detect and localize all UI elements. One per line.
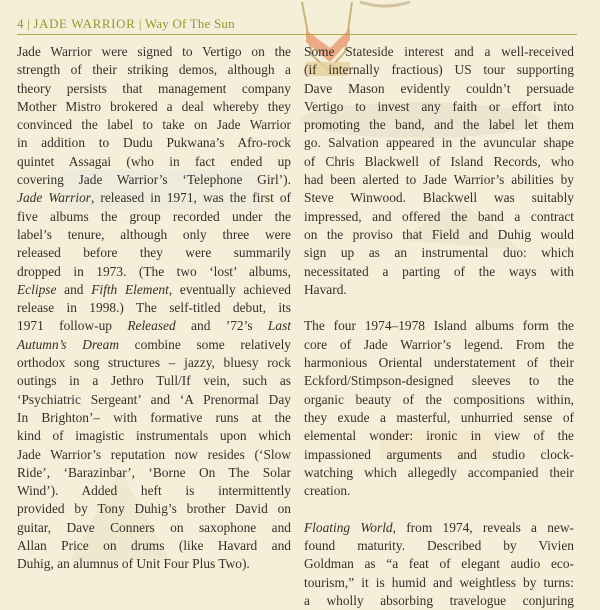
text-segment: provided by Tony Duhig’s brother David on (17, 501, 291, 517)
text-line (304, 391, 574, 409)
text-line (304, 336, 574, 354)
text-segment: , released in 1971, was the first of (91, 190, 291, 206)
text-line (304, 555, 574, 573)
text-segment: ‘Psychiatric Sergeant’ and ‘A Prenormal Day (17, 391, 291, 407)
text-line (304, 482, 574, 500)
text-segment: Jade Warrior were signed to Vertigo on the (17, 44, 291, 59)
paragraph (304, 317, 574, 500)
text-segment: Allan Price on drums (like Havard and (17, 538, 291, 554)
text-segment: on the proviso that Field and Duhig would (304, 226, 574, 242)
text-line (304, 116, 574, 134)
italic-title: Released (127, 318, 176, 334)
text-segment: release in 1998.) The self-titled debut, its (17, 300, 291, 316)
text-segment: go. Salvation appeared in the avuncular shape (304, 135, 574, 151)
text-segment: Havard. (304, 281, 347, 297)
italic-title: Autumn’s Dream (17, 336, 119, 352)
text-line (17, 226, 291, 244)
text-line (304, 281, 574, 299)
text-segment: , eventually achieved (168, 281, 291, 297)
text-line (17, 391, 291, 409)
text-line (304, 409, 574, 427)
text-segment: of Chris Blackwell of Island Records, who (304, 153, 574, 169)
text-line (304, 226, 574, 244)
text-line (17, 98, 291, 116)
album-title: Way Of The Sun (144, 16, 235, 31)
text-line (304, 134, 574, 152)
left-column (17, 43, 291, 574)
header-separator: | (138, 16, 142, 31)
text-line (304, 537, 574, 555)
text-segment: The four 1974–1978 Island albums form the (304, 318, 574, 334)
text-segment: convinced the label to take on Jade Warrior (17, 117, 291, 133)
text-segment: and ’72’s (175, 318, 268, 334)
text-line (17, 446, 291, 464)
text-segment: Ride’, ‘Barazinbar’, ‘Borne On The Solar (17, 464, 291, 480)
text-segment: Vertigo to invest any faith or effort into (304, 98, 574, 114)
text-segment: they exude a masterful, unhurried sense of (304, 409, 574, 425)
text-segment: kind of imagistic instrumentals upon which (17, 428, 291, 444)
text-segment: label’s tenure, although only three were (17, 226, 291, 242)
text-line (17, 409, 291, 427)
text-segment: in addition to Dudu Pukwana’s Afro-rock (17, 135, 291, 151)
text-line (304, 208, 574, 226)
text-line (17, 116, 291, 134)
text-segment: (if internally fractious) US tour supporting (304, 62, 574, 78)
text-line (304, 464, 574, 482)
text-line (304, 43, 574, 61)
text-line (17, 61, 291, 79)
text-line (17, 519, 291, 537)
text-line (17, 299, 291, 317)
text-line (17, 500, 291, 518)
text-line (17, 537, 291, 555)
text-segment: core of Jade Warrior’s legend. From the (304, 336, 574, 352)
header-separator: | (27, 16, 30, 31)
paragraph (17, 43, 291, 574)
text-segment: , from 1974, reveals a new- (392, 519, 575, 535)
paragraph-gap (304, 500, 574, 518)
text-segment: Jade Warrior’s reputation now resides (‘Slow (17, 446, 291, 462)
text-line (17, 189, 291, 207)
text-line (304, 372, 574, 390)
band-name: JADE WARRIOR (33, 16, 136, 31)
text-line (17, 317, 291, 335)
header-rule (17, 34, 577, 35)
text-line (17, 80, 291, 98)
text-segment: five albums the group recorded under the (17, 208, 291, 224)
text-segment: found maturity. Described by Vivien (304, 538, 574, 554)
text-line (17, 171, 291, 189)
text-line (304, 153, 574, 171)
text-segment: Wind’). Added heft is intermittently (17, 483, 291, 499)
text-segment: 1971 follow-up (17, 318, 128, 334)
text-segment: combine some relatively (118, 336, 291, 352)
text-line (304, 519, 574, 537)
text-segment: strength of their striking demos, although a (17, 62, 291, 78)
text-segment: In Brighton’– with formative runs at the (17, 409, 291, 425)
text-line (304, 171, 574, 189)
text-segment: sign up as an instrumental duo: which (304, 245, 574, 261)
running-header (17, 16, 235, 32)
text-line (17, 244, 291, 262)
text-segment: Goldman as “a feat of elegant audio eco- (304, 556, 574, 572)
text-line (304, 446, 574, 464)
text-line (304, 61, 574, 79)
text-segment: Duhig, an alumnus of Unit Four Plus Two). (17, 556, 250, 572)
text-segment: Eckford/Stimpson-designed sleeves to the (304, 373, 574, 389)
text-segment: outings in a Jethro Tull/If vein, such as (17, 373, 291, 389)
italic-title: Jade Warrior (17, 190, 91, 206)
text-line (17, 43, 291, 61)
text-line (304, 244, 574, 262)
text-line (17, 263, 291, 281)
text-segment: creation. (304, 483, 351, 499)
text-segment: organic beauty of the compositions within, (304, 391, 574, 407)
text-segment: watching which allegedly accompanied their (304, 464, 574, 480)
page-number: 4 (17, 16, 24, 31)
text-segment: and (56, 281, 92, 297)
text-segment: elemental wonder: ironic in view of the (304, 428, 574, 444)
text-line (17, 134, 291, 152)
text-segment: quintet Assagai (who in fact ended up (17, 153, 291, 169)
text-segment: Mother Mistro brokered a deal whereby they (17, 98, 291, 114)
text-line (17, 372, 291, 390)
text-segment: orthodox song structures – jazzy, bluesy rock (17, 355, 291, 371)
text-line (304, 427, 574, 445)
text-segment: Steve Winwood. Blackwell was suitably (304, 190, 574, 206)
text-line (17, 555, 291, 573)
italic-title: Eclipse (17, 281, 57, 297)
text-line (17, 208, 291, 226)
text-segment: dropped in 1973. (The two ‘lost’ albums, (17, 263, 291, 279)
text-line (304, 574, 574, 592)
text-line (304, 98, 574, 116)
paragraph (304, 43, 574, 299)
text-line (304, 592, 574, 610)
text-line (17, 281, 291, 299)
italic-title: Fifth Element (91, 281, 169, 297)
italic-title: Last (267, 318, 291, 334)
text-line (304, 263, 574, 281)
text-line (304, 354, 574, 372)
text-segment: impressed, and offered the band a contract (304, 208, 574, 224)
text-segment: Some Stateside interest and a well-received (304, 44, 574, 59)
text-line (17, 354, 291, 372)
text-segment: guitar, Dave Conners on saxophone and (17, 519, 291, 535)
text-segment: necessitated a parting of the ways with (304, 263, 574, 279)
text-line (17, 464, 291, 482)
text-segment: covering Jade Warrior’s ‘Telephone Girl’). (17, 172, 291, 188)
text-segment: promoting the band, and the label let them (304, 117, 574, 133)
text-line (17, 336, 291, 354)
text-line (17, 482, 291, 500)
text-segment: impassioned arguments and studio clock- (304, 446, 574, 462)
text-line (304, 80, 574, 98)
text-segment: harmonious Oriental understatement of their (304, 355, 574, 371)
text-segment: tourism,” it is humid and weightless by turns: (304, 574, 574, 590)
text-line (304, 189, 574, 207)
text-line (304, 317, 574, 335)
text-segment: released before they were summarily (17, 245, 291, 261)
paragraph-gap (304, 299, 574, 317)
right-column (304, 43, 574, 610)
text-segment: a wholly absorbing travelogue conjuring (304, 592, 574, 608)
italic-title: Floating World (304, 519, 393, 535)
text-segment: Dave Mason evidently couldn’t persuade (304, 80, 574, 96)
text-segment: theory persists that management company (17, 80, 291, 96)
paragraph (304, 519, 574, 610)
text-line (17, 427, 291, 445)
text-line (17, 153, 291, 171)
text-segment: had been alerted to Jade Warrior’s abilities by (304, 172, 574, 188)
